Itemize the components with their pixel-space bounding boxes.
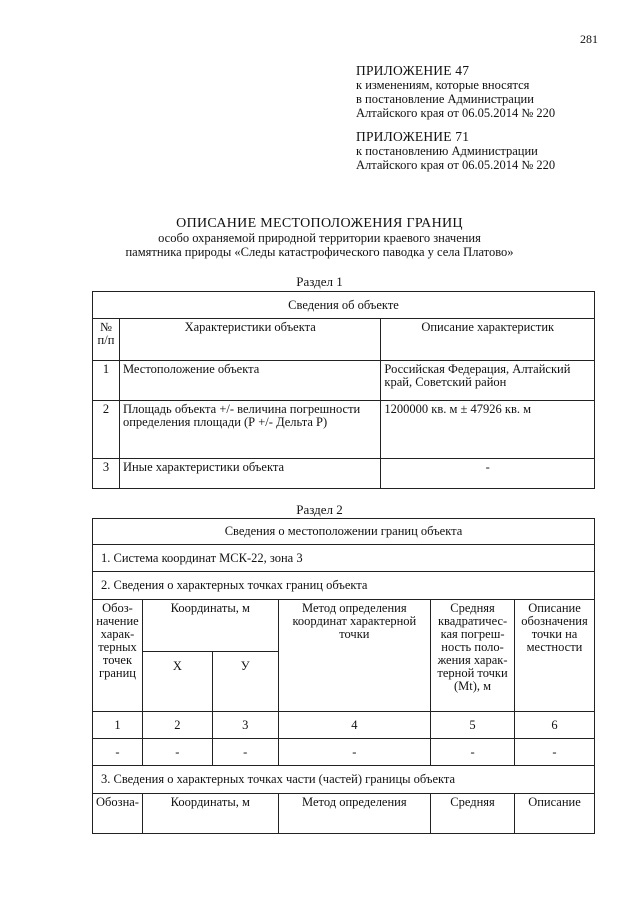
table-row bbox=[93, 361, 595, 401]
section-1-table bbox=[92, 291, 595, 489]
appendix-47-line: к изменениям, которые вносятся bbox=[356, 78, 530, 92]
section-1-header: Сведения об объекте bbox=[93, 292, 595, 319]
row-characteristic: Площадь объекта +/- величина погрешности определения площади (Р +/- Дельта Р) bbox=[119, 401, 380, 459]
empty-cell: - bbox=[515, 739, 595, 766]
row-number: 3 bbox=[93, 459, 120, 489]
appendix-47 bbox=[356, 64, 555, 120]
column-number: 2 bbox=[142, 712, 212, 739]
col-error-header: Средняя bbox=[431, 794, 515, 834]
column-number-row bbox=[93, 712, 595, 739]
section-2-label: Раздел 2 bbox=[296, 502, 343, 517]
row-number: 2 bbox=[93, 401, 120, 459]
section-2-header: Сведения о местоположении границ объекта bbox=[93, 519, 595, 545]
boundary-points-heading: 2. Сведения о характерных точках границ объекта bbox=[93, 572, 595, 600]
row-description: Российская Федерация, Алтайский край, Советский район bbox=[381, 361, 595, 401]
appendix-71 bbox=[356, 130, 555, 172]
page-number: 281 bbox=[580, 32, 598, 46]
row-characteristic: Иные характеристики объекта bbox=[119, 459, 380, 489]
document-title-main: ОПИСАНИЕ МЕСТОПОЛОЖЕНИЯ ГРАНИЦ bbox=[176, 216, 463, 231]
column-number: 6 bbox=[515, 712, 595, 739]
section-1-label: Раздел 1 bbox=[296, 274, 343, 289]
empty-cell: - bbox=[278, 739, 431, 766]
table-row bbox=[93, 739, 595, 766]
boundary-part-points-heading: 3. Сведения о характерных точках части (частей) границы объекта bbox=[93, 766, 595, 794]
appendix-71-title: ПРИЛОЖЕНИЕ 71 bbox=[356, 129, 470, 144]
row-description: - bbox=[381, 459, 595, 489]
col-error-header: Средняя квадратичес- кая погреш- ность поло- жения харак- терной точки (Mt), м bbox=[431, 600, 515, 712]
col-coordinates-header: Координаты, м bbox=[142, 600, 278, 652]
col-point-header: Обоз- начение харак- терных точек границ bbox=[93, 600, 143, 712]
document-title-line: особо охраняемой природной территории краевого значения bbox=[158, 231, 481, 245]
appendix-47-line: в постановление Администрации bbox=[356, 92, 534, 106]
table-row bbox=[93, 794, 595, 834]
row-description: 1200000 кв. м ± 47926 кв. м bbox=[381, 401, 595, 459]
column-number: 4 bbox=[278, 712, 431, 739]
appendix-47-title: ПРИЛОЖЕНИЕ 47 bbox=[356, 63, 470, 78]
column-number: 1 bbox=[93, 712, 143, 739]
empty-cell: - bbox=[93, 739, 143, 766]
col-characteristics-header: Характеристики объекта bbox=[119, 319, 380, 361]
table-row bbox=[93, 401, 595, 459]
empty-cell: - bbox=[142, 739, 212, 766]
col-point-description-header: Описание bbox=[515, 794, 595, 834]
col-point-description-header: Описание обозначения точки на местности bbox=[515, 600, 595, 712]
document-title-line: памятника природы «Следы катастрофического паводка у села Платово» bbox=[125, 245, 514, 259]
empty-cell: - bbox=[431, 739, 515, 766]
section-2-table bbox=[92, 518, 595, 834]
appendix-47-line: Алтайского края от 06.05.2014 № 220 bbox=[356, 106, 556, 120]
col-y-header: У bbox=[212, 652, 278, 712]
col-x-header: X bbox=[142, 652, 212, 712]
coordinate-system: 1. Система координат МСК-22, зона 3 bbox=[93, 545, 595, 572]
col-description-header: Описание характеристик bbox=[381, 319, 595, 361]
empty-cell: - bbox=[212, 739, 278, 766]
column-number: 5 bbox=[431, 712, 515, 739]
table-row bbox=[93, 459, 595, 489]
col-method-header: Метод определения координат характерной точки bbox=[278, 600, 431, 712]
appendix-71-line: к постановлению Администрации bbox=[356, 144, 538, 158]
col-number-header: № п/п bbox=[93, 319, 120, 361]
row-characteristic: Местоположение объекта bbox=[119, 361, 380, 401]
document-title bbox=[0, 217, 639, 259]
col-point-header: Обозна- bbox=[93, 794, 143, 834]
col-method-header: Метод определения bbox=[278, 794, 431, 834]
appendix-71-line: Алтайского края от 06.05.2014 № 220 bbox=[356, 158, 556, 172]
column-number: 3 bbox=[212, 712, 278, 739]
row-number: 1 bbox=[93, 361, 120, 401]
col-coordinates-header: Координаты, м bbox=[142, 794, 278, 834]
